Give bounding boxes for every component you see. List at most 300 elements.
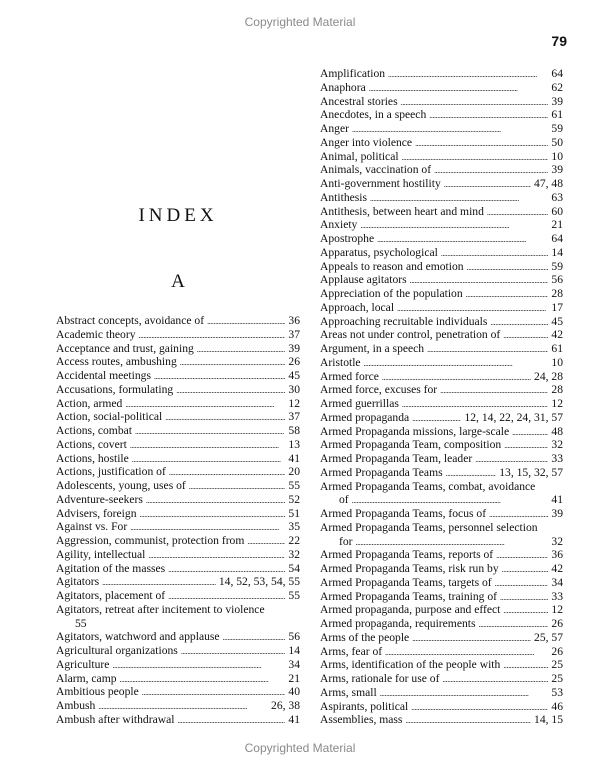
index-entry: [320, 507, 563, 521]
index-page-numbers: 56: [288, 630, 300, 644]
index-page-numbers: 36: [288, 314, 300, 327]
index-term: Aristotle: [320, 355, 361, 369]
index-page-numbers: 39: [288, 341, 300, 355]
index-entry-continuation: 55: [75, 616, 87, 630]
index-page-numbers: 22: [288, 534, 300, 547]
index-entry: [56, 534, 300, 548]
index-term: Academic theory: [56, 327, 136, 341]
index-term: Armed force: [320, 369, 379, 383]
index-term: Assemblies, mass: [320, 713, 403, 727]
index-term: Ambitious people: [56, 685, 139, 699]
dot-leader: [489, 507, 548, 522]
index-entry: [320, 287, 563, 301]
index-page-numbers: 61: [551, 342, 563, 355]
dot-leader: [176, 383, 285, 398]
index-page-numbers: 21: [288, 671, 300, 685]
dot-leader: [169, 465, 286, 480]
index-page-numbers: 33: [551, 452, 563, 465]
index-page-numbers: 20: [288, 465, 300, 479]
dot-leader: [405, 713, 531, 728]
index-entry: [320, 617, 563, 631]
index-entry: [320, 177, 563, 191]
index-term: Adventure-seekers: [56, 492, 143, 506]
index-term: Armed Propaganda Team, composition: [320, 438, 502, 452]
index-term: Apparatus, psychological: [320, 245, 438, 259]
index-term: Armed Propaganda Teams, focus of: [320, 507, 487, 520]
index-page-numbers: 30: [288, 382, 300, 396]
index-page-numbers: 52: [288, 492, 300, 506]
index-entry: [320, 108, 563, 122]
dot-leader: [444, 177, 531, 192]
index-entry: [56, 397, 300, 411]
dot-leader: [130, 520, 285, 535]
index-page-numbers: 41: [288, 712, 300, 726]
index-entry: [320, 466, 563, 480]
dot-leader: [440, 383, 548, 398]
dot-leader: [427, 342, 548, 357]
index-term: Adolescents, young, uses of: [56, 479, 186, 492]
dot-leader: [385, 645, 548, 660]
index-entry: [320, 631, 563, 645]
dot-leader: [500, 590, 548, 605]
index-term: Actions, combat: [56, 424, 132, 437]
dot-leader: [402, 150, 549, 165]
dot-leader: [148, 548, 285, 563]
index-page-numbers: 12, 14, 22, 24, 31, 57: [464, 410, 563, 424]
index-entry: [320, 232, 563, 246]
section-letter: A: [171, 271, 185, 292]
index-term: Anecdotes, in a speech: [320, 108, 427, 122]
index-term: Armed propaganda: [320, 410, 410, 424]
dot-leader: [415, 136, 548, 151]
dot-leader: [382, 370, 531, 385]
index-entry: [320, 672, 563, 686]
dot-leader: [197, 342, 286, 357]
index-page-numbers: 13: [288, 437, 300, 451]
index-entry: [56, 314, 300, 328]
index-term: Armed propaganda, requirements: [320, 617, 476, 630]
index-page-numbers: 28: [551, 287, 563, 300]
dot-leader: [189, 479, 286, 494]
dot-leader: [168, 589, 285, 604]
dot-leader: [360, 218, 548, 233]
dot-leader: [120, 672, 286, 687]
index-entry: [320, 452, 563, 466]
index-page-numbers: 42: [551, 328, 563, 342]
dot-leader: [352, 122, 548, 137]
index-term: Ancestral stories: [320, 94, 398, 108]
index-page-numbers: 54: [288, 561, 300, 575]
dot-leader: [411, 700, 548, 715]
dot-leader: [168, 562, 285, 577]
index-page-numbers: 26: [551, 617, 563, 630]
index-page-numbers: 21: [551, 218, 563, 232]
index-page-numbers: 36: [551, 548, 563, 562]
index-page-numbers: 62: [551, 80, 563, 94]
dot-leader: [388, 67, 548, 82]
index-term: Action, social-political: [56, 410, 163, 424]
dot-leader: [475, 452, 548, 467]
dot-leader: [512, 425, 548, 440]
index-entry: [56, 424, 300, 438]
index-page-numbers: 42: [551, 562, 563, 575]
index-term: Applause agitators: [320, 273, 407, 287]
index-term: of: [339, 493, 349, 507]
index-term: Animals, vaccination of: [320, 163, 432, 177]
index-entry: [56, 342, 300, 356]
dot-leader: [177, 713, 285, 728]
dot-leader: [496, 548, 548, 563]
dot-leader: [402, 397, 549, 412]
index-entry: [56, 562, 300, 576]
index-page-numbers: 14, 15: [534, 713, 563, 727]
dot-leader: [495, 576, 549, 591]
index-term: Appreciation of the population: [320, 287, 463, 300]
index-term: Aggression, communist, protection from: [56, 534, 245, 547]
copyright-watermark-top: Copyrighted Material: [244, 15, 356, 29]
index-page-numbers: 40: [288, 685, 300, 699]
dot-leader: [479, 617, 549, 632]
index-term: Armed guerrillas: [320, 397, 399, 410]
index-page-numbers: 45: [288, 369, 300, 382]
index-term: Accidental meetings: [56, 369, 151, 382]
dot-leader: [130, 438, 286, 453]
dot-leader: [377, 232, 548, 247]
dot-leader: [247, 534, 285, 549]
index-term: Appeals to reason and emotion: [320, 259, 464, 273]
index-page-numbers: 45: [551, 314, 563, 328]
index-entry-wrapped: Agitators, retreat after incitement to violence: [56, 602, 265, 616]
index-entry: [56, 548, 300, 562]
index-page-numbers: 37: [288, 410, 300, 424]
index-entry: [320, 273, 563, 287]
index-entry: [56, 672, 300, 686]
index-term: Arms of the people: [320, 630, 410, 644]
copyright-watermark-bottom: Copyrighted Material: [244, 741, 356, 755]
index-term: Advisers, foreign: [56, 506, 137, 520]
index-entry: [320, 603, 563, 617]
index-page-numbers: 10: [551, 149, 563, 163]
index-entry: [56, 575, 300, 589]
index-entry: [320, 713, 563, 727]
index-page-numbers: 14, 52, 53, 54, 55: [218, 575, 300, 589]
dot-leader: [442, 672, 548, 687]
index-term: Arms, fear of: [320, 644, 383, 658]
dot-leader: [401, 95, 549, 110]
dot-leader: [487, 205, 549, 220]
index-term: Armed Propaganda Team, leader: [320, 452, 473, 465]
dot-leader: [504, 438, 548, 453]
index-page-numbers: 48: [551, 424, 563, 438]
index-entry: [56, 383, 300, 397]
index-term: Approaching recruitable individuals: [320, 314, 488, 328]
index-term: Armed Propaganda missions, large-scale: [320, 424, 510, 438]
index-page-numbers: 35: [288, 520, 300, 534]
index-term: Ambush: [56, 699, 96, 712]
index-term: Anaphora: [320, 80, 366, 94]
index-page-numbers: 53: [551, 685, 563, 699]
dot-leader: [503, 658, 548, 673]
dot-leader: [364, 356, 549, 371]
index-page-numbers: 47, 48: [534, 177, 563, 190]
index-entry: [320, 342, 563, 356]
dot-leader: [490, 315, 548, 330]
index-term: Actions, justification of: [56, 465, 166, 479]
index-page-numbers: 64: [551, 232, 563, 245]
index-entry: [320, 67, 563, 81]
index-entry: [56, 699, 300, 713]
index-entry: [320, 397, 563, 411]
dot-leader: [434, 163, 548, 178]
index-term: Armed Propaganda Teams, risk run by: [320, 562, 499, 575]
index-page-numbers: 37: [288, 327, 300, 341]
index-entry: [56, 520, 300, 534]
index-term: Approach, local: [320, 300, 395, 314]
index-entry: [320, 645, 563, 659]
dot-leader: [441, 246, 549, 261]
index-page-numbers: 51: [288, 506, 300, 520]
index-page-numbers: 13, 15, 32, 57: [499, 465, 563, 479]
index-page-numbers: 25, 57: [534, 630, 563, 644]
index-entry: [56, 644, 300, 658]
index-entry: [320, 163, 563, 177]
index-page-numbers: 64: [551, 67, 563, 80]
index-entry: [320, 122, 563, 136]
index-page-numbers: 41: [288, 451, 300, 465]
index-entry: [56, 465, 300, 479]
index-entry: [320, 700, 563, 714]
index-page-numbers: 14: [288, 644, 300, 657]
index-entry: [56, 658, 300, 672]
index-entry: [320, 81, 563, 95]
index-page-numbers: 32: [551, 534, 563, 548]
index-term: Aspirants, political: [320, 699, 409, 713]
index-entry: [320, 246, 563, 260]
index-page-numbers: 26: [288, 355, 300, 369]
index-term: Arms, rationale for use of: [320, 672, 440, 685]
dot-leader: [135, 424, 285, 439]
index-entry: [320, 411, 563, 425]
index-page-numbers: 55: [288, 589, 300, 602]
index-entry: [56, 630, 300, 644]
dot-leader: [467, 260, 549, 275]
index-entry: [320, 686, 563, 700]
index-term: Anti-government hostility: [320, 177, 441, 190]
index-page-numbers: 32: [288, 547, 300, 561]
dot-leader: [397, 301, 548, 316]
index-term: Arms, identification of the people with: [320, 658, 501, 672]
index-page-numbers: 55: [288, 479, 300, 492]
index-entry: [320, 493, 563, 507]
index-column-left: [56, 314, 300, 727]
index-entry: [320, 218, 563, 232]
index-term: Armed Propaganda Teams, training of: [320, 589, 498, 603]
index-page-numbers: 33: [551, 589, 563, 603]
index-term: Agitators: [56, 575, 100, 589]
index-page-numbers: 26, 38: [271, 699, 300, 712]
index-page-numbers: 63: [551, 190, 563, 204]
index-term: Armed Propaganda Teams, reports of: [320, 548, 494, 562]
index-entry: [320, 315, 563, 329]
index-entry: [320, 328, 563, 342]
index-term: Agility, intellectual: [56, 547, 146, 561]
index-entry: [320, 370, 563, 384]
dot-leader: [98, 699, 268, 714]
dot-leader: [410, 273, 549, 288]
index-entry: [56, 369, 300, 383]
index-page-numbers: 39: [551, 163, 563, 177]
index-term: Anger: [320, 122, 349, 135]
index-term: Ambush after withdrawal: [56, 712, 175, 726]
index-entry: [56, 452, 300, 466]
index-page-numbers: 12: [551, 603, 563, 617]
dot-leader: [369, 81, 549, 96]
index-term: Armed Propaganda Teams: [320, 465, 443, 479]
index-term: Acceptance and trust, gaining: [56, 341, 194, 355]
dot-leader: [142, 685, 286, 700]
index-entry: [320, 535, 563, 549]
index-page-numbers: 60: [551, 204, 563, 218]
index-entry: [320, 136, 563, 150]
dot-leader: [503, 603, 548, 618]
index-page-numbers: 32: [551, 438, 563, 452]
index-term: Agitators, placement of: [56, 589, 166, 602]
index-term: Against vs. For: [56, 520, 128, 534]
index-entry: [320, 590, 563, 604]
index-page-numbers: 34: [551, 575, 563, 589]
index-page-numbers: 12: [288, 396, 300, 410]
dot-leader: [412, 411, 461, 426]
dot-leader: [146, 493, 285, 508]
index-page-numbers: 50: [551, 135, 563, 149]
index-page-numbers: 39: [551, 94, 563, 108]
index-term: Alarm, camp: [56, 671, 117, 685]
index-term: Agricultural organizations: [56, 644, 178, 657]
dot-leader: [125, 397, 285, 412]
index-term: Arms, small: [320, 685, 377, 699]
index-entry: [320, 548, 563, 562]
index-term: Armed force, excuses for: [320, 383, 438, 397]
dot-leader: [503, 328, 548, 343]
index-term: for: [339, 534, 353, 548]
dot-leader: [466, 287, 549, 302]
dot-leader: [139, 328, 286, 343]
page-number: 79: [551, 33, 567, 49]
index-entry: [320, 438, 563, 452]
index-entry: [56, 328, 300, 342]
dot-leader: [132, 452, 286, 467]
index-entry: [56, 507, 300, 521]
index-heading: INDEX: [138, 205, 218, 226]
dot-leader: [502, 562, 549, 577]
index-term: Agitation of the masses: [56, 561, 166, 575]
index-term: Antithesis, between heart and mind: [320, 204, 484, 218]
dot-leader: [370, 191, 548, 206]
index-term: Accusations, formulating: [56, 382, 174, 396]
index-term: Anger into violence: [320, 135, 413, 149]
index-term: Agitators, watchword and applause: [56, 630, 220, 644]
index-page-numbers: 59: [551, 122, 563, 135]
index-term: Amplification: [320, 67, 386, 80]
index-page-numbers: 17: [551, 300, 563, 314]
index-page-numbers: 26: [551, 644, 563, 658]
index-page-numbers: 56: [551, 273, 563, 287]
index-entry: [320, 658, 563, 672]
index-page-numbers: 25: [551, 672, 563, 685]
index-page-numbers: 46: [551, 699, 563, 713]
index-entry: [320, 576, 563, 590]
index-entry: [320, 383, 563, 397]
dot-leader: [380, 686, 549, 701]
index-column-right: [320, 67, 563, 727]
index-entry: [56, 589, 300, 603]
index-page-numbers: 34: [288, 657, 300, 671]
index-term: Agriculture: [56, 657, 110, 671]
index-entry: [56, 479, 300, 493]
index-page-numbers: 25: [551, 658, 563, 672]
index-term: Areas not under control, penetration of: [320, 328, 501, 342]
dot-leader: [102, 575, 216, 590]
index-term: Abstract concepts, avoidance of: [56, 314, 205, 327]
index-page-numbers: 58: [288, 424, 300, 437]
index-entry: [56, 685, 300, 699]
index-entry: [320, 205, 563, 219]
index-term: Actions, hostile: [56, 451, 129, 465]
index-entry: [56, 713, 300, 727]
index-term: Anxiety: [320, 218, 358, 232]
index-term: Armed propaganda, purpose and effect: [320, 603, 501, 617]
index-entry: [56, 355, 300, 369]
dot-leader: [446, 466, 497, 481]
index-term: Animal, political: [320, 149, 399, 163]
dot-leader: [180, 355, 286, 370]
dot-leader: [352, 493, 549, 508]
index-page-numbers: 12: [551, 397, 563, 410]
index-term: Argument, in a speech: [320, 342, 425, 355]
index-term: Access routes, ambushing: [56, 355, 177, 369]
dot-leader: [181, 644, 286, 659]
dot-leader: [154, 369, 285, 384]
index-term: Action, armed: [56, 396, 123, 410]
index-page-numbers: 10: [551, 355, 563, 369]
dot-leader: [112, 658, 285, 673]
index-entry-wrapped: Armed Propaganda Teams, combat, avoidance: [320, 479, 536, 493]
index-entry: [320, 191, 563, 205]
index-page-numbers: 28: [551, 383, 563, 397]
index-entry: [320, 301, 563, 315]
dot-leader: [165, 410, 285, 425]
index-page-numbers: 24, 28: [534, 369, 563, 383]
index-page-numbers: 59: [551, 259, 563, 273]
index-entry: [56, 493, 300, 507]
index-page-numbers: 14: [551, 245, 563, 259]
index-entry: [320, 150, 563, 164]
index-term: Actions, covert: [56, 437, 127, 451]
dot-leader: [356, 535, 549, 550]
index-entry: [320, 260, 563, 274]
dot-leader: [429, 108, 548, 123]
index-entry: [56, 438, 300, 452]
dot-leader: [140, 507, 286, 522]
index-term: Antithesis: [320, 190, 368, 204]
dot-leader: [223, 630, 286, 645]
index-term: Armed Propaganda Teams, targets of: [320, 575, 492, 589]
index-page-numbers: 41: [551, 493, 563, 507]
index-entry: [320, 95, 563, 109]
dot-leader: [207, 314, 285, 329]
index-term: Apostrophe: [320, 232, 375, 245]
index-entry: [56, 410, 300, 424]
